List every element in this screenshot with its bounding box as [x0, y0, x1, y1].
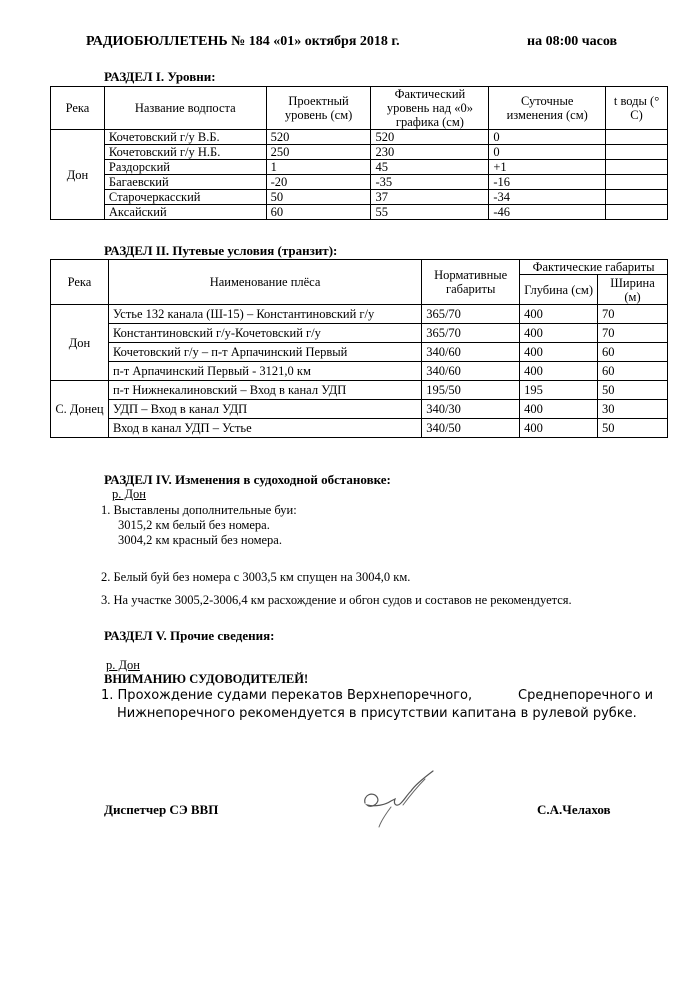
levels-header-row [51, 87, 668, 130]
reach-cell: Кочетовский г/у – п-т Арпачинский Первый [108, 343, 421, 362]
river-cell: Дон [51, 305, 109, 381]
table-row [51, 343, 668, 362]
post-cell: Кочетовский г/у Н.Б. [104, 145, 266, 160]
table-row [51, 362, 668, 381]
river-cell: Дон [51, 130, 105, 220]
temp-cell [606, 130, 668, 145]
col-reach: Наименование плёса [108, 260, 421, 305]
table-row [51, 130, 668, 145]
section1-title: РАЗДЕЛ I. Уровни: [104, 69, 216, 84]
section5-item1-a: 1. Прохождение судами перекатов Верхнепоречного, [101, 688, 473, 703]
table-row [51, 419, 668, 438]
dispatcher-name: С.А.Челахов [537, 802, 611, 817]
norm-cell: 340/50 [422, 419, 520, 438]
section2-title: РАЗДЕЛ II. Путевые условия (транзит): [104, 243, 338, 258]
table-row [51, 175, 668, 190]
section4-item3: 3. На участке 3005,2-3006,4 км расхождение и обгон судов и составов не рекомендуется. [101, 593, 572, 607]
project-cell: 50 [266, 190, 371, 205]
width-cell: 60 [598, 362, 668, 381]
depth-cell: 400 [520, 305, 598, 324]
river-cell: С. Донец [51, 381, 109, 438]
attention-heading: ВНИМАНИЮ СУДОВОДИТЕЛЕЙ! [104, 672, 309, 686]
post-cell: Аксайский [104, 205, 266, 220]
change-cell: 0 [489, 145, 606, 160]
actual-cell: -35 [371, 175, 489, 190]
reach-cell: Устье 132 канала (Ш-15) – Константиновский г/у [108, 305, 421, 324]
project-cell: 1 [266, 160, 371, 175]
col-depth: Глубина (см) [520, 275, 598, 305]
project-cell: -20 [266, 175, 371, 190]
section4-item1: 1. Выставлены дополнительные буи: [101, 503, 297, 517]
table-row [51, 145, 668, 160]
col-river: Река [51, 260, 109, 305]
table-row [51, 400, 668, 419]
change-cell: +1 [489, 160, 606, 175]
depth-cell: 195 [520, 381, 598, 400]
project-cell: 60 [266, 205, 371, 220]
post-cell: Старочеркасский [104, 190, 266, 205]
table-row [51, 381, 668, 400]
section5-river: р. Дон [106, 658, 140, 672]
project-cell: 520 [266, 130, 371, 145]
signature-image [345, 765, 455, 835]
actual-cell: 37 [371, 190, 489, 205]
temp-cell [606, 175, 668, 190]
col-norm: Нормативные габариты [422, 260, 520, 305]
dispatcher-role: Диспетчер СЭ ВВП [104, 802, 219, 817]
change-cell: -46 [489, 205, 606, 220]
col-project: Проектный уровень (см) [266, 87, 371, 130]
levels-table [50, 86, 668, 220]
section5-title: РАЗДЕЛ V. Прочие сведения: [104, 628, 275, 643]
section4-item1a: 3015,2 км белый без номера. [118, 518, 270, 532]
width-cell: 30 [598, 400, 668, 419]
norm-cell: 340/30 [422, 400, 520, 419]
post-cell: Кочетовский г/у В.Б. [104, 130, 266, 145]
table-row [51, 324, 668, 343]
col-change: Суточные изменения (см) [489, 87, 606, 130]
actual-cell: 230 [371, 145, 489, 160]
depth-cell: 400 [520, 343, 598, 362]
reach-cell: УДП – Вход в канал УДП [108, 400, 421, 419]
norm-cell: 195/50 [422, 381, 520, 400]
temp-cell [606, 205, 668, 220]
col-fact: Фактические габариты [520, 260, 668, 275]
depth-cell: 400 [520, 362, 598, 381]
reach-cell: Вход в канал УДП – Устье [108, 419, 421, 438]
transit-header-row [51, 260, 668, 275]
change-cell: -16 [489, 175, 606, 190]
project-cell: 250 [266, 145, 371, 160]
section4-title: РАЗДЕЛ IV. Изменения в судоходной обстановке: [104, 472, 391, 487]
section5-item1-b: Среднепоречного и [518, 688, 654, 703]
change-cell: 0 [489, 130, 606, 145]
table-row [51, 190, 668, 205]
transit-table [50, 259, 668, 438]
temp-cell [606, 160, 668, 175]
table-row [51, 205, 668, 220]
width-cell: 70 [598, 305, 668, 324]
col-river: Река [51, 87, 105, 130]
section4-item2: 2. Белый буй без номера с 3003,5 км спущен на 3004,0 км. [101, 570, 411, 584]
width-cell: 50 [598, 381, 668, 400]
temp-cell [606, 145, 668, 160]
norm-cell: 340/60 [422, 343, 520, 362]
norm-cell: 340/60 [422, 362, 520, 381]
temp-cell [606, 190, 668, 205]
depth-cell: 400 [520, 419, 598, 438]
width-cell: 60 [598, 343, 668, 362]
depth-cell: 400 [520, 324, 598, 343]
col-post: Название водпоста [104, 87, 266, 130]
col-width: Ширина (м) [598, 275, 668, 305]
bulletin-time: на 08:00 часов [527, 34, 618, 49]
norm-cell: 365/70 [422, 324, 520, 343]
actual-cell: 55 [371, 205, 489, 220]
table-row [51, 305, 668, 324]
actual-cell: 45 [371, 160, 489, 175]
change-cell: -34 [489, 190, 606, 205]
reach-cell: п-т Нижнекалиновский – Вход в канал УДП [108, 381, 421, 400]
table-row [51, 160, 668, 175]
col-temp: t воды (° С) [606, 87, 668, 130]
post-cell: Багаевский [104, 175, 266, 190]
col-actual: Фактический уровень над «0» графика (см) [371, 87, 489, 130]
section4-item1b: 3004,2 км красный без номера. [118, 533, 282, 547]
norm-cell: 365/70 [422, 305, 520, 324]
section5-item1-line2: Нижнепоречного рекомендуется в присутствии капитана в рулевой рубке. [117, 706, 637, 721]
reach-cell: Константиновский г/у-Кочетовский г/у [108, 324, 421, 343]
width-cell: 70 [598, 324, 668, 343]
actual-cell: 520 [371, 130, 489, 145]
post-cell: Раздорский [104, 160, 266, 175]
section4-river: р. Дон [112, 487, 146, 501]
depth-cell: 400 [520, 400, 598, 419]
bulletin-title: РАДИОБЮЛЛЕТЕНЬ № 184 «01» октября 2018 г. [86, 34, 400, 49]
width-cell: 50 [598, 419, 668, 438]
reach-cell: п-т Арпачинский Первый - 3121,0 км [108, 362, 421, 381]
